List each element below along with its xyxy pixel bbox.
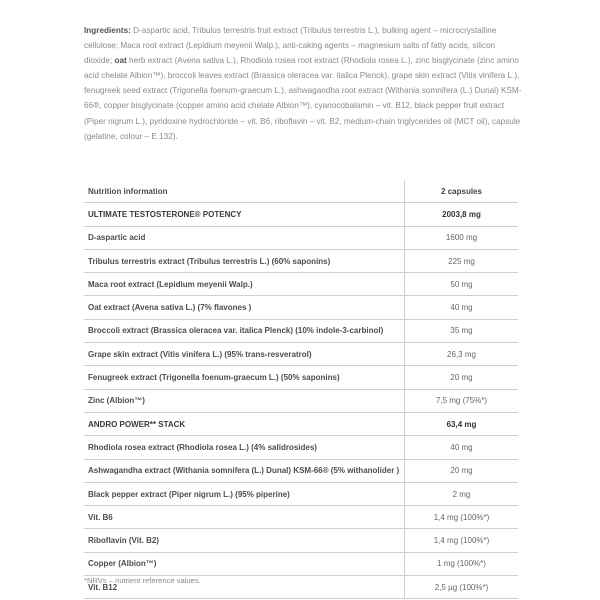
row-value-cell: 63,4 mg — [405, 412, 519, 435]
table-row — [84, 296, 518, 319]
ingredients-label: Ingredients: — [84, 26, 131, 35]
row-value-cell: 7,5 mg (75%*) — [405, 389, 519, 412]
table-row — [84, 389, 518, 412]
row-name-cell: D-aspartic acid — [84, 226, 405, 249]
row-value-cell: 20 mg — [405, 459, 519, 482]
nutrition-table — [84, 180, 518, 599]
row-value-cell: 35 mg — [405, 319, 519, 342]
ingredients-paragraph — [84, 23, 524, 144]
table-row — [84, 436, 518, 459]
row-value-cell: 1600 mg — [405, 226, 519, 249]
ingredients-text-2: herb extract (Avena sativa L.), Rhodiola rosea root extract (Rhodiola rosea L.), zinc bisglycinate (zinc amino acid chelate Albion™), broccoli leaves extract (Brassica oleracea var. italica Plenck), grape skin extract (Vitis vinifera L.), fenugreek seed extract (Trigonella foenum-graecum L.), ashwagandha root extract (Withania somnifera (L.) Dunal) KSM-66®, copper bisglycinate (copper amino acid chelate Albion™), cyanocobalamin – vit. B12, black pepper fruit extract (Piper nigrum L.), pyridoxine hydrochloride – vit. B6, riboflavin – vit. B2, medium-chain triglycerides oil (MCT oil), capsule (gelatine, colour – E 132). — [84, 56, 522, 141]
row-name-cell: Maca root extract (Lepidium meyenii Walp.) — [84, 273, 405, 296]
row-name-cell: Copper (Albion™) — [84, 552, 405, 575]
table-header-row — [84, 180, 518, 203]
table-row — [84, 482, 518, 505]
row-value-cell: 225 mg — [405, 249, 519, 272]
footnote: *NRVs – nutrient reference values. — [84, 576, 201, 585]
header-value-cell: 2 capsules — [405, 180, 519, 203]
row-name-cell: Riboflavin (Vit. B2) — [84, 529, 405, 552]
row-name-cell: Rhodiola rosea extract (Rhodiola rosea L.) (4% salidrosides) — [84, 436, 405, 459]
row-value-cell: 20 mg — [405, 366, 519, 389]
row-name-cell: Oat extract (Avena sativa L.) (7% flavones ) — [84, 296, 405, 319]
table-row — [84, 273, 518, 296]
row-value-cell: 40 mg — [405, 436, 519, 459]
row-value-cell: 50 mg — [405, 273, 519, 296]
row-value-cell: 1,4 mg (100%*) — [405, 506, 519, 529]
row-name-cell: Tribulus terrestris extract (Tribulus terrestris L.) (60% saponins) — [84, 249, 405, 272]
row-name-cell: Fenugreek extract (Trigonella foenum-graecum L.) (50% saponins) — [84, 366, 405, 389]
row-value-cell: 40 mg — [405, 296, 519, 319]
row-name-cell: Vit. B12 — [84, 576, 405, 599]
table-row — [84, 319, 518, 342]
row-value-cell: 2,5 µg (100%*) — [405, 576, 519, 599]
ingredients-text-1: D-aspartic acid, Tribulus terrestris fruit extract (Tribulus terrestris L.), bulking agent – microcrystalline cellulose; Maca root extract (Lepidium meyenii Walp.), anti-caking agents – magnesium salts of fatty acids, silicon dioxide; — [84, 26, 497, 66]
table-row — [84, 506, 518, 529]
row-name-cell: Black pepper extract (Piper nigrum L.) (95% piperine) — [84, 482, 405, 505]
row-value-cell: 26,3 mg — [405, 343, 519, 366]
row-value-cell: 2003,8 mg — [405, 203, 519, 226]
row-name-cell: Vit. B6 — [84, 506, 405, 529]
table-row — [84, 343, 518, 366]
table-row — [84, 249, 518, 272]
row-value-cell: 2 mg — [405, 482, 519, 505]
row-name-cell: Zinc (Albion™) — [84, 389, 405, 412]
row-value-cell: 1 mg (100%*) — [405, 552, 519, 575]
row-name-cell: Grape skin extract (Vitis vinifera L.) (95% trans-resveratrol) — [84, 343, 405, 366]
ingredients-oat: oat — [114, 56, 127, 66]
table-row — [84, 366, 518, 389]
row-name-cell: Ashwagandha extract (Withania somnifera (L.) Dunal) KSM-66® (5% withanolider ) — [84, 459, 405, 482]
header-name-cell: Nutrition information — [84, 180, 405, 203]
row-name-cell: ANDRO POWER** STACK — [84, 412, 405, 435]
table-row — [84, 412, 518, 435]
table-row — [84, 552, 518, 575]
row-name-cell: ULTIMATE TESTOSTERONE® POTENCY — [84, 203, 405, 226]
table-row — [84, 203, 518, 226]
table-row — [84, 459, 518, 482]
row-name-cell: Broccoli extract (Brassica oleracea var. italica Plenck) (10% indole-3-carbinol) — [84, 319, 405, 342]
table-row — [84, 226, 518, 249]
row-value-cell: 1,4 mg (100%*) — [405, 529, 519, 552]
table-row — [84, 529, 518, 552]
